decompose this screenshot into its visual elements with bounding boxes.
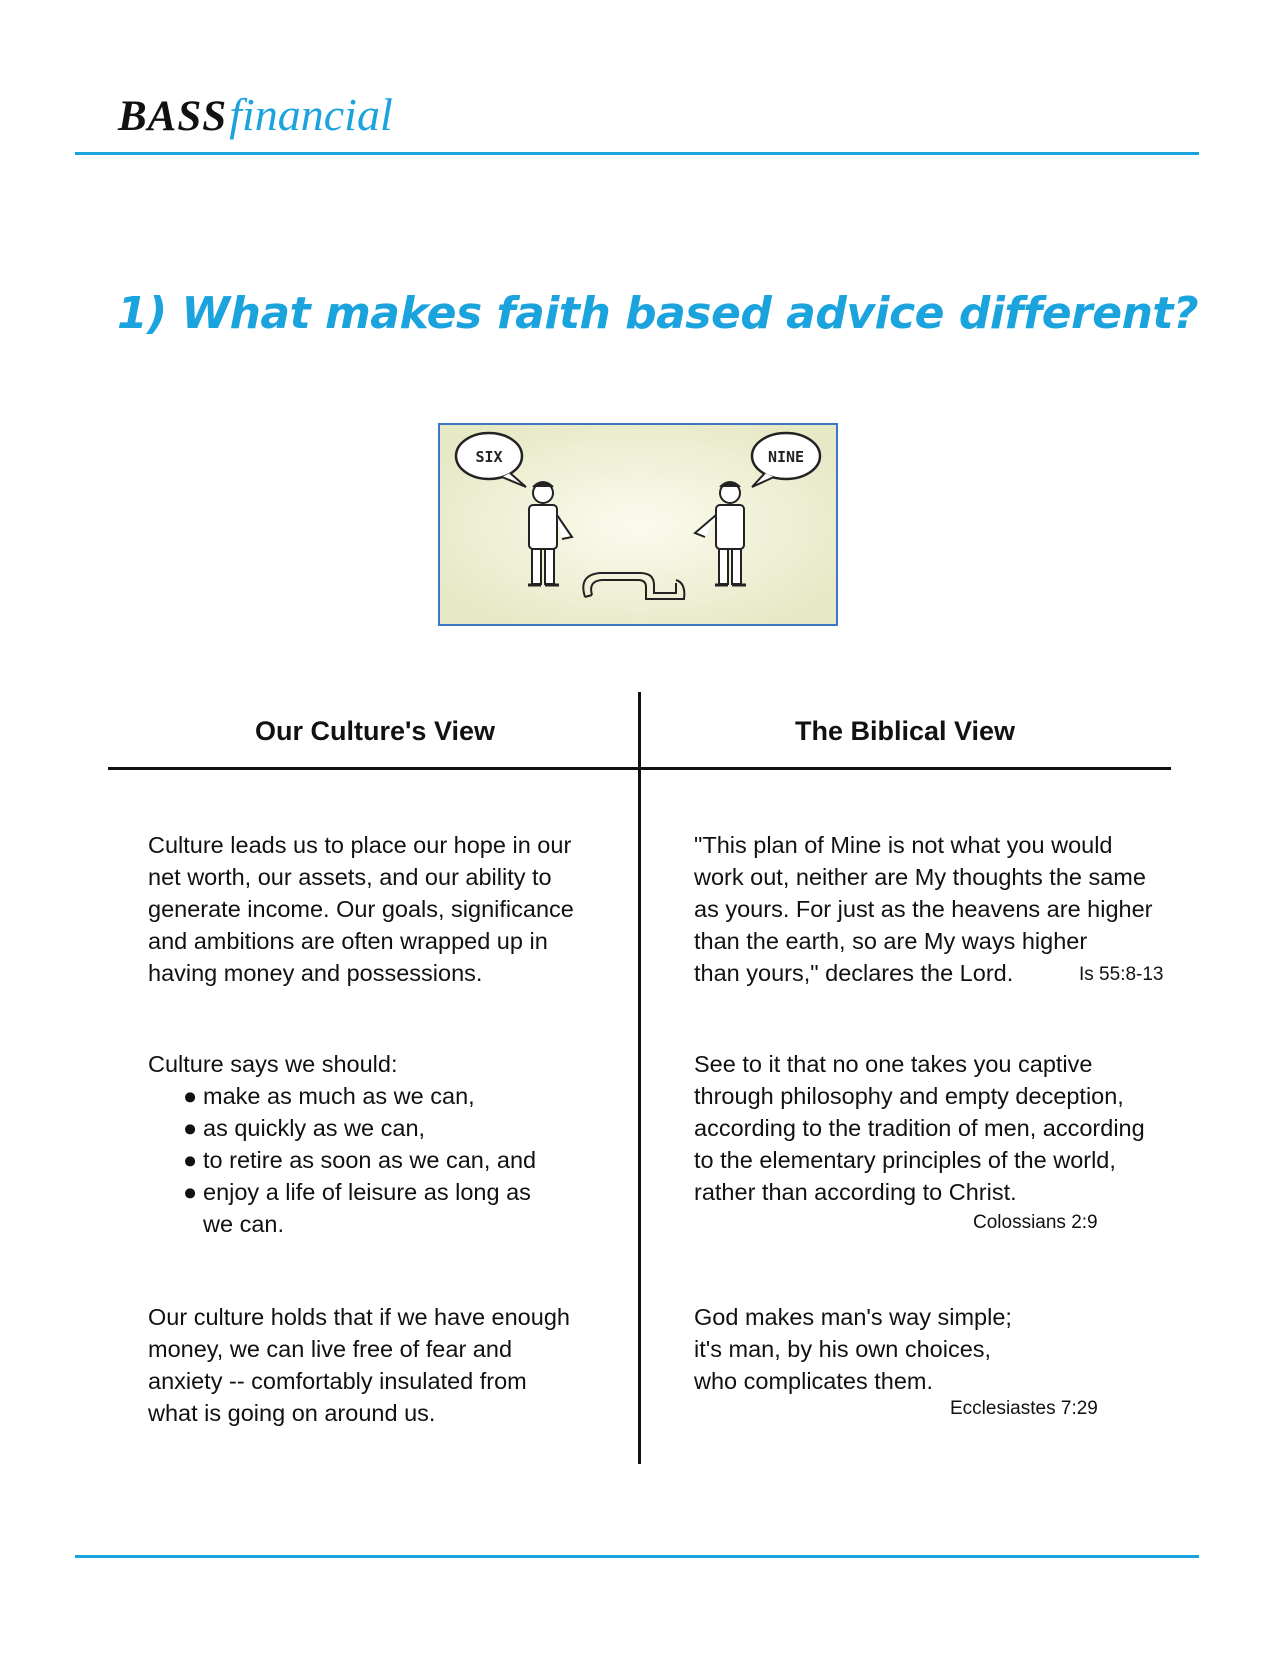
biblical-quote-2: See to it that no one takes you captive through philosophy and empty deception, according to the tradition of men, according to the elementary principles of the world, rather than according to Christ.: [694, 1051, 1145, 1205]
right-column-heading: The Biblical View: [794, 716, 1016, 746]
scripture-reference-1: Is 55:8-13: [1079, 964, 1164, 985]
left-bubble-text: SIX: [475, 448, 503, 466]
six-nine-cartoon: [438, 423, 838, 626]
footer-rule: [75, 1555, 1199, 1558]
list-item: ● to retire as soon as we can, and: [183, 1147, 537, 1173]
list-item: ● as quickly as we can,: [183, 1115, 426, 1141]
right-bubble-text: NINE: [767, 448, 805, 466]
logo-bass-text: BASS: [118, 93, 228, 140]
culture-paragraph-2: Culture says we should: ● make as much as we can, ● as quickly as we can, ● to retire as soon as we can, and ● enjoy a life of leisure as long as we can.: [148, 1051, 537, 1237]
culture-paragraph-1: Culture leads us to place our hope in our net worth, our assets, and our ability to generate income. Our goals, significance and ambitions are often wrapped up in having money and possessions.: [148, 832, 574, 986]
biblical-quote-1: "This plan of Mine is not what you would work out, neither are My thoughts the same as yours. For just as the heavens are higher than the earth, so are My ways higher than yours," declares the Lord.: [694, 832, 1153, 986]
header-rule: [75, 152, 1199, 155]
scripture-reference-3: Ecclesiastes 7:29: [950, 1398, 1098, 1419]
logo-financial-text: financial: [229, 89, 393, 140]
heading-rule: [108, 767, 1171, 770]
company-logo: [118, 88, 393, 141]
list-item: ● enjoy a life of leisure as long as: [183, 1179, 531, 1205]
left-column-heading: Our Culture's View: [255, 716, 495, 746]
scripture-reference-2: Colossians 2:9: [973, 1212, 1098, 1233]
culture-paragraph-3: Our culture holds that if we have enough money, we can live free of fear and anxiety -- comfortably insulated from what is going on around us.: [148, 1304, 570, 1426]
column-divider: [638, 692, 641, 1464]
list-item: ● make as much as we can,: [183, 1083, 475, 1109]
page-title: 1) What makes faith based advice different?: [117, 288, 1198, 339]
biblical-quote-3: God makes man's way simple; it's man, by his own choices, who complicates them.: [694, 1304, 1012, 1394]
